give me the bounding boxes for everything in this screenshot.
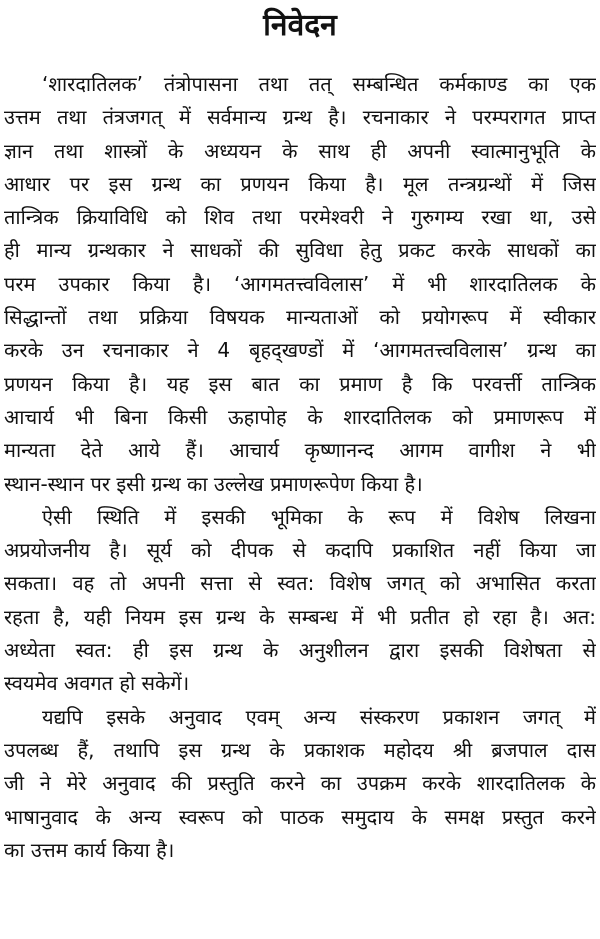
text-line: तान्त्रिक क्रियाविधि को शिव तथा परमेश्वरी ने गुरुगम्य रखा था, उसे [4,205,596,230]
text-line: ज्ञान तथा शास्त्रों के अध्ययन के साथ ही अपनी स्वात्मानुभूति के [4,138,596,163]
text-line: रहता है, यही नियम इस ग्रन्थ के सम्बन्ध में भी प्रतीत हो रहा है। अत: [4,604,596,629]
text-line: भाषानुवाद के अन्य स्वरूप को पाठक समुदाय के समक्ष प्रस्तुत करने [4,804,596,829]
text-line: सिद्धान्तों तथा प्रक्रिया विषयक मान्यताओं को प्रयोगरूप में स्वीकार [4,305,596,330]
paragraph [4,68,596,501]
text-line: परम उपकार किया है। ‘आगमतत्त्वविलास’ में भी शारदातिलक के [4,271,596,296]
text-line: स्वयमेव अवगत हो सकेगें। [4,671,190,696]
text-line: जी ने मेरे अनुवाद की प्रस्तुति करने का उपक्रम करके शारदातिलक के [4,771,596,796]
paragraph [4,701,596,867]
text-line: स्थान-स्थान पर इसी ग्रन्थ का उल्लेख प्रमाणरूपेण किया है। [4,471,423,496]
text-line: ही मान्य ग्रन्थकार ने साधकों की सुविधा हेतु प्रकट करके साधकों का [4,238,596,263]
text-line: अप्रयोजनीय है। सूर्य को दीपक से कदापि प्रकाशित नहीं किया जा [4,538,596,563]
text-line: प्रणयन किया है। यह इस बात का प्रमाण है कि परवर्त्ती तान्त्रिक [4,371,596,396]
text-line: यद्यपि इसके अनुवाद एवम् अन्य संस्करण प्रकाशन जगत् में [42,704,596,729]
text-line: उत्तम तथा तंत्रजगत् में सर्वमान्य ग्रन्थ है। रचनाकार ने परम्परागत प्राप्त [4,105,596,130]
document-body [4,68,596,867]
text-line: ‘शारदातिलक’ तंत्रोपासना तथा तत् सम्बन्धित कर्मकाण्ड का एक [42,72,596,96]
text-line: उपलब्ध हैं, तथापि इस ग्रन्थ के प्रकाशक महोदय श्री ब्रजपाल दास [4,737,596,762]
text-line: आधार पर इस ग्रन्थ का प्रणयन किया है। मूल तन्त्रग्रन्थों में जिस [4,171,596,196]
page-title: निवेदन [263,8,337,43]
text-line: आचार्य भी बिना किसी ऊहापोह के शारदातिलक को प्रमाणरूप में [4,404,596,429]
text-line: अध्येता स्वत: ही इस ग्रन्थ के अनुशीलन द्वारा इसकी विशेषता से [4,638,596,663]
text-line: ऐसी स्थिति में इसकी भूमिका के रूप में विशेष लिखना [42,504,596,529]
paragraph [4,501,596,701]
text-line: मान्यता देते आये हैं। आचार्य कृष्णानन्द आगम वागीश ने भी [4,438,596,463]
text-line: करके उन रचनाकार ने 4 बृहद्खण्डों में ‘आगमतत्त्वविलास’ ग्रन्थ का [4,338,596,363]
text-line: का उत्तम कार्य किया है। [4,837,175,862]
text-line: सकता। वह तो अपनी सत्ता से स्वत: विशेष जगत् को अभासित करता [4,571,596,596]
